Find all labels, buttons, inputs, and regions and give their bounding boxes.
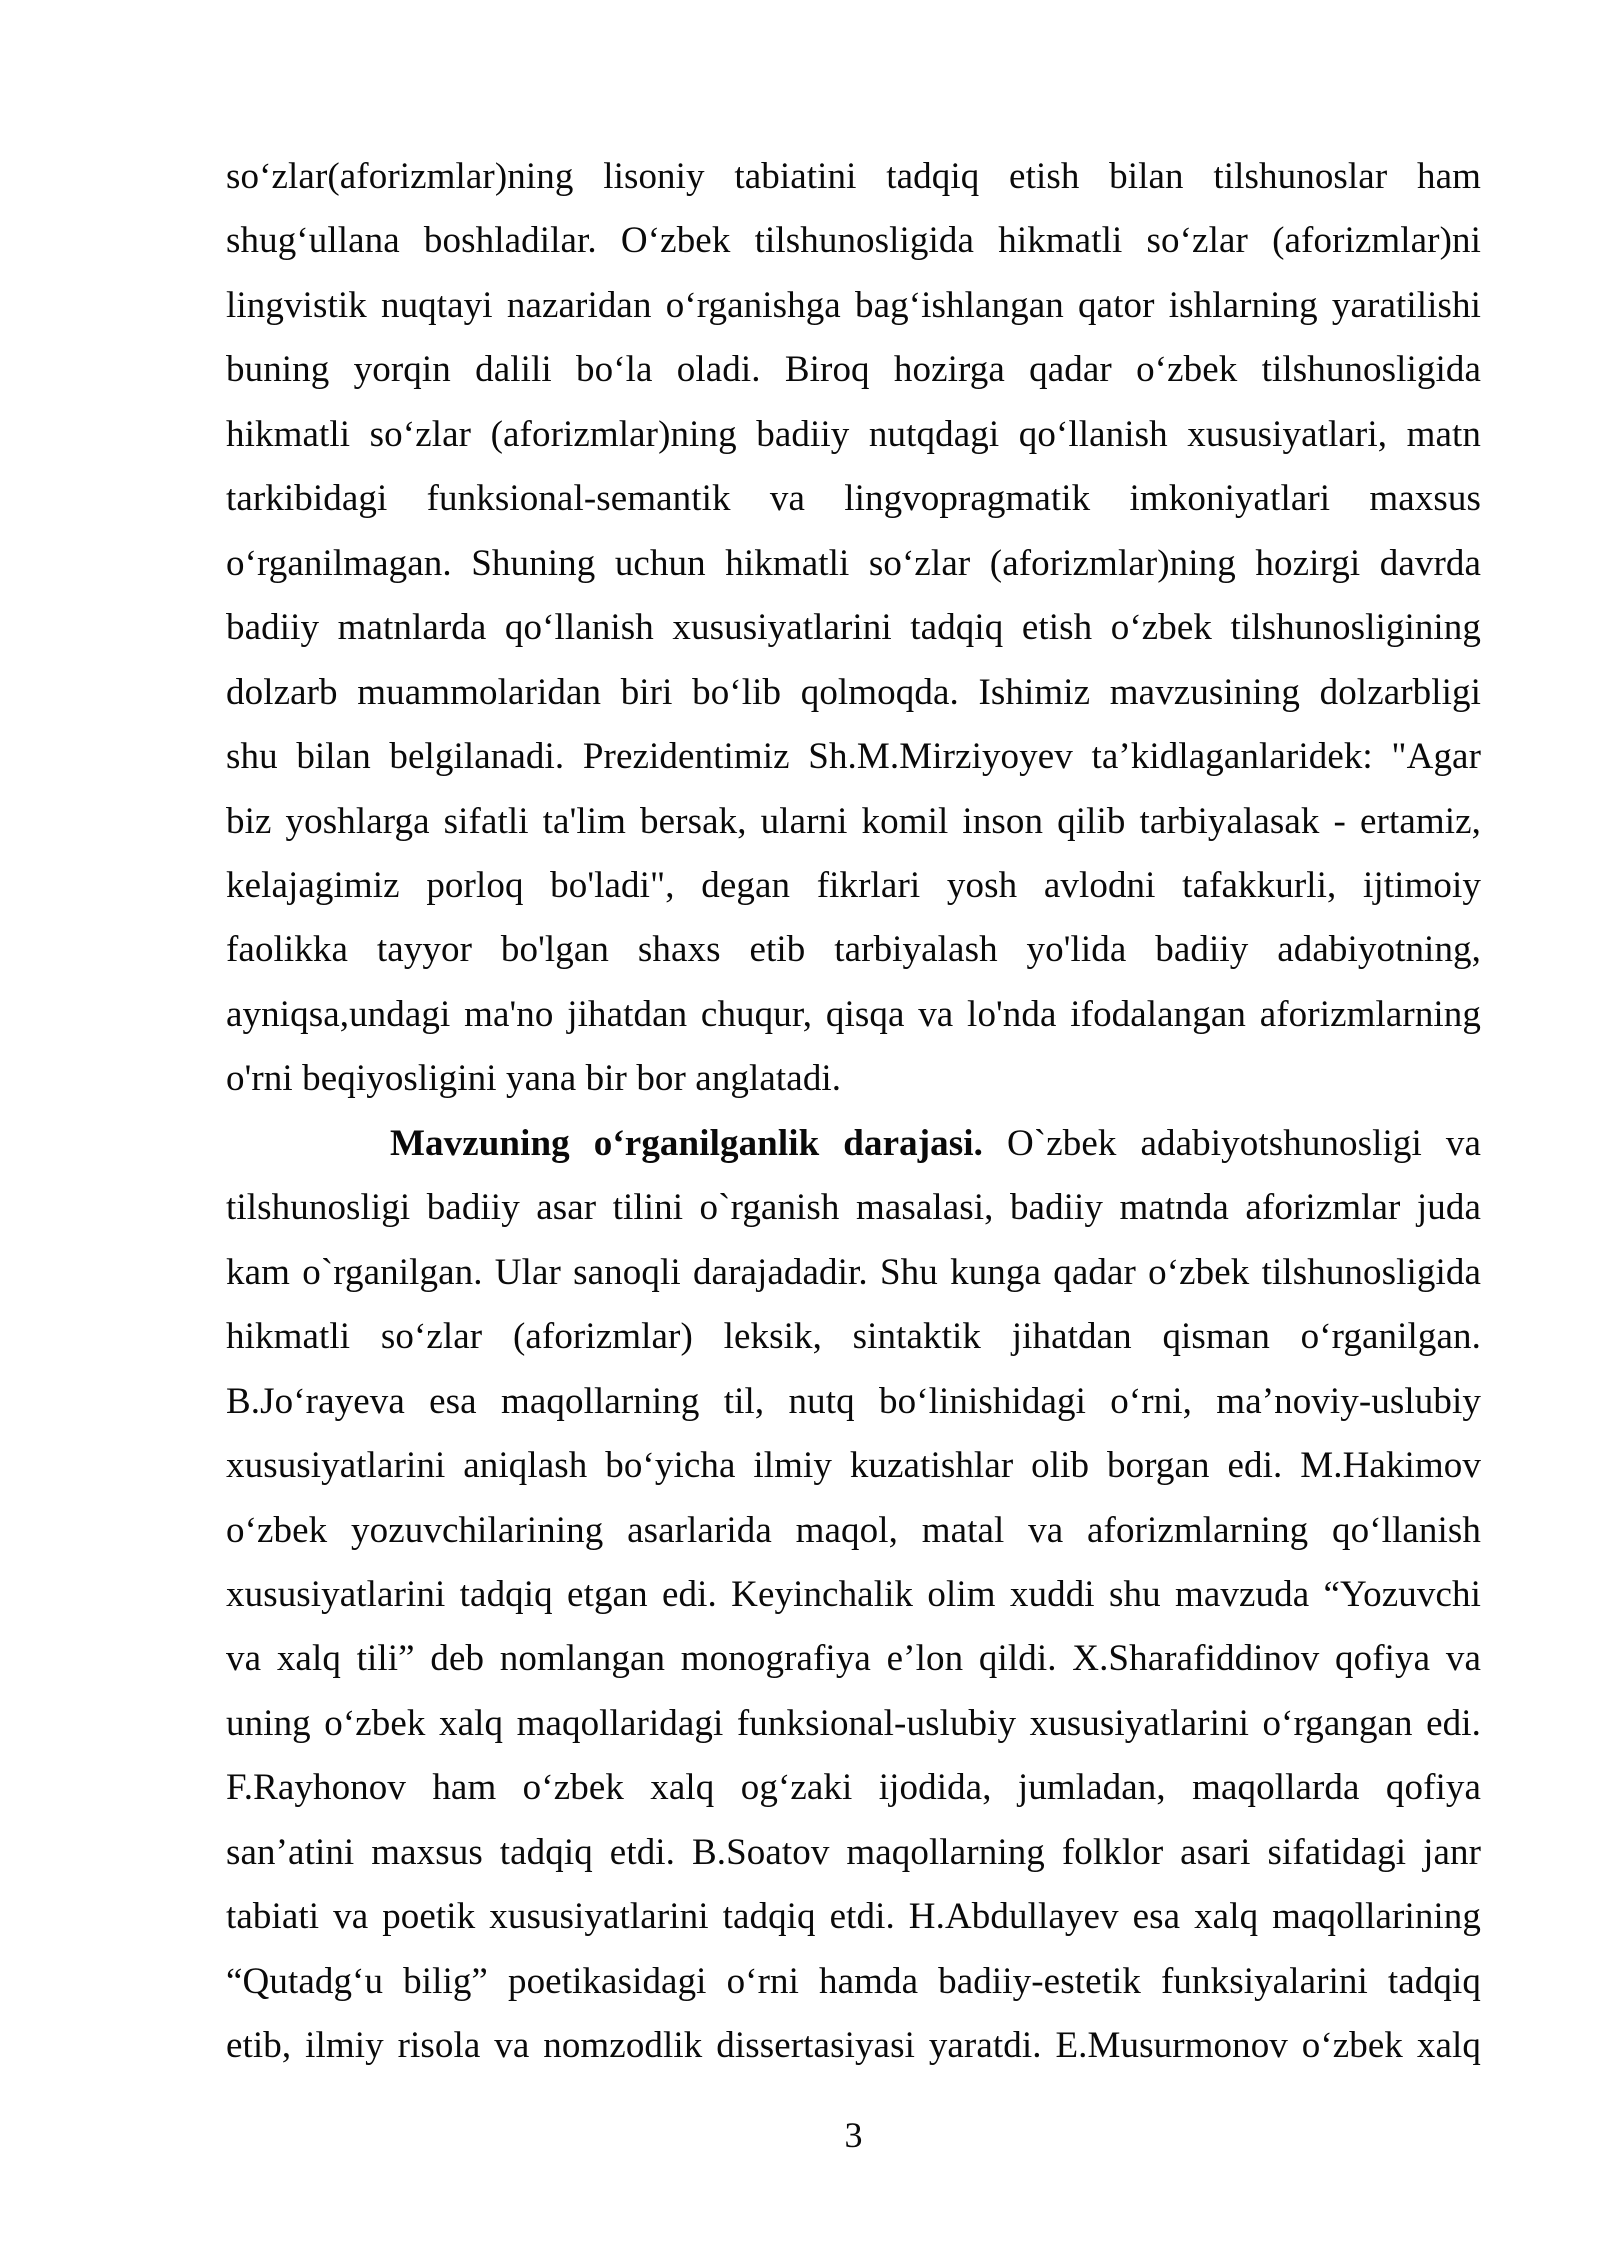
text-line: shug‘ullana boshladilar. O‘zbek tilshunosligida hikmatli so‘zlar (aforizmlar)ni	[226, 220, 1481, 262]
text-line: so‘zlar(aforizmlar)ning lisoniy tabiatini tadqiq etish bilan tilshunoslar ham	[226, 156, 1481, 197]
page-number: 3	[844, 2115, 863, 2155]
text-line: tarkibidagi funksional-semantik va lingvopragmatik imkoniyatlari maxsus	[226, 478, 1481, 520]
text-line: o'rni beqiyosligini yana bir bor anglatadi.	[226, 1058, 842, 1100]
text-line: kam o`rganilgan. Ular sanoqli darajadadir. Shu kunga qadar o‘zbek tilshunosligida	[226, 1251, 1481, 1293]
text-line: shu bilan belgilanadi. Prezidentimiz Sh.M.Mirziyoyev ta’kidlaganlaridek: "Agar	[226, 736, 1481, 778]
text-line: xususiyatlarini tadqiq etgan edi. Keyinchalik olim xuddi shu mavzuda “Yozuvchi	[226, 1573, 1481, 1615]
text-line: ayniqsa,undagi ma'no jihatdan chuqur, qisqa va lo'nda ifodalangan aforizmlarning	[226, 993, 1481, 1035]
text-line: B.Jo‘rayeva esa maqollarning til, nutq bo‘linishidagi o‘rni, ma’noviy-uslubiy	[226, 1380, 1481, 1422]
text-line: Mavzuning o‘rganilganlik darajasi. O`zbek adabiyotshunosligi va	[390, 1122, 1482, 1164]
text-line: buning yorqin dalili bo‘la oladi. Biroq hozirga qadar o‘zbek tilshunosligida	[226, 349, 1481, 391]
section-heading: Mavzuning o‘rganilganlik darajasi.	[390, 1122, 983, 1164]
text-line: F.Rayhonov ham o‘zbek xalq og‘zaki ijodida, jumladan, maqollarda qofiya	[226, 1767, 1481, 1809]
text-line: “Qutadg‘u bilig” poetikasidagi o‘rni hamda badiiy-estetik funksiyalarini tadqiq	[226, 1960, 1481, 2002]
text-line: kelajagimiz porloq bo'ladi", degan fikrlari yosh avlodni tafakkurli, ijtimoiy	[226, 864, 1481, 906]
text-line: va xalq tili” deb nomlangan monografiya e’lon qildi. X.Sharafiddinov qofiya va	[226, 1638, 1481, 1680]
text-line: lingvistik nuqtayi nazaridan o‘rganishga bag‘ishlangan qator ishlarning yaratilishi	[226, 284, 1481, 326]
text-line: biz yoshlarga sifatli ta'lim bersak, ularni komil inson qilib tarbiyalasak - ertamiz,	[226, 800, 1481, 842]
text-line: hikmatli so‘zlar (aforizmlar)ning badiiy nutqdagi qo‘llanish xususiyatlari, matn	[226, 413, 1481, 455]
text-line: badiiy matnlarda qo‘llanish xususiyatlarini tadqiq etish o‘zbek tilshunosligining	[226, 607, 1481, 649]
text-line: faolikka tayyor bo'lgan shaxs etib tarbiyalash yo'lida badiiy adabiyotning,	[226, 929, 1481, 971]
text-line: tabiati va poetik xususiyatlarini tadqiq etdi. H.Abdullayev esa xalq maqollarining	[226, 1896, 1481, 1938]
text-line: tilshunosligi badiiy asar tilini o`rganish masalasi, badiiy matnda aforizmlar juda	[226, 1187, 1481, 1229]
text-line: o‘rganilmagan. Shuning uchun hikmatli so‘zlar (aforizmlar)ning hozirgi davrda	[226, 542, 1481, 584]
page-footer	[226, 2115, 1481, 2155]
text-line: dolzarb muammolaridan biri bo‘lib qolmoqda. Ishimiz mavzusining dolzarbligi	[226, 671, 1481, 713]
text-line: etib, ilmiy risola va nomzodlik dissertasiyasi yaratdi. E.Musurmonov o‘zbek xalq	[226, 2025, 1481, 2067]
text-line: o‘zbek yozuvchilarining asarlarida maqol, matal va aforizmlarning qo‘llanish	[226, 1509, 1481, 1551]
body-text	[226, 145, 1481, 2079]
text-line: xususiyatlarini aniqlash bo‘yicha ilmiy kuzatishlar olib borgan edi. M.Hakimov	[226, 1445, 1481, 1487]
text-line: hikmatli so‘zlar (aforizmlar) leksik, sintaktik jihatdan qisman o‘rganilgan.	[226, 1316, 1481, 1358]
text-line: uning o‘zbek xalq maqollaridagi funksional-uslubiy xususiyatlarini o‘rgangan edi.	[226, 1702, 1481, 1744]
text-line: san’atini maxsus tadqiq etdi. B.Soatov maqollarning folklor asari sifatidagi janr	[226, 1831, 1481, 1873]
